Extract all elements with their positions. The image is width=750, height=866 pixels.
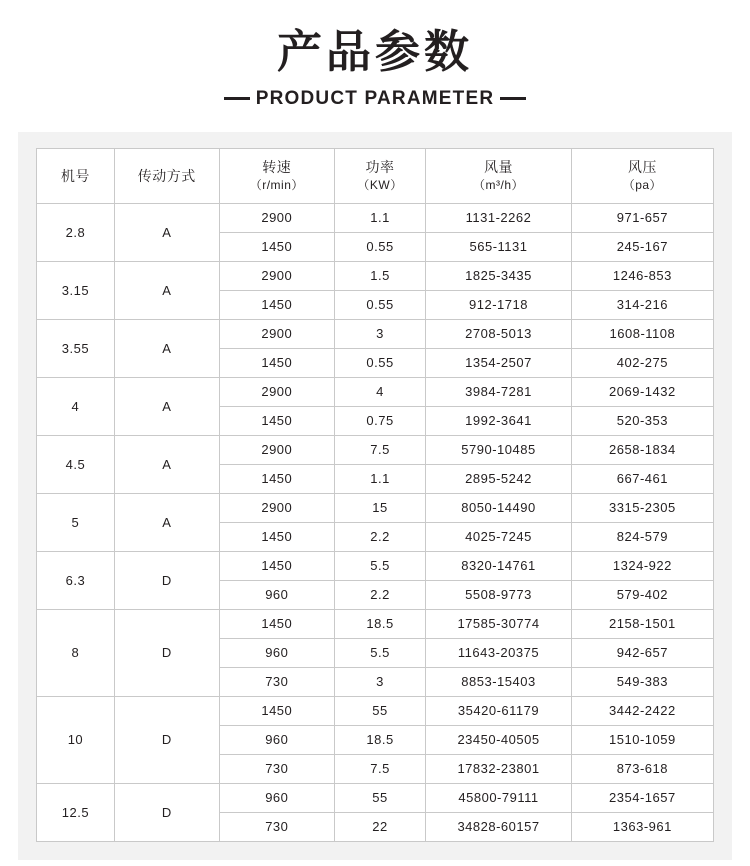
airflow-cell: 11643-20375	[426, 638, 572, 667]
airflow-cell: 8050-14490	[426, 493, 572, 522]
machine-number-cell: 10	[37, 696, 115, 783]
airflow-cell: 2895-5242	[426, 464, 572, 493]
drive-type-cell: A	[114, 493, 219, 551]
column-header-1	[37, 148, 115, 203]
airflow-cell: 8853-15403	[426, 667, 572, 696]
power-cell: 1.1	[334, 464, 425, 493]
machine-number-cell: 6.3	[37, 551, 115, 609]
pressure-cell: 314-216	[571, 290, 713, 319]
dash-right	[500, 97, 526, 100]
airflow-cell: 1131-2262	[426, 203, 572, 232]
column-header-6	[571, 148, 713, 203]
speed-cell: 1450	[219, 551, 334, 580]
power-cell: 0.55	[334, 232, 425, 261]
speed-cell: 960	[219, 638, 334, 667]
airflow-cell: 23450-40505	[426, 725, 572, 754]
power-cell: 55	[334, 783, 425, 812]
pressure-cell: 1363-961	[571, 812, 713, 841]
pressure-cell: 1510-1059	[571, 725, 713, 754]
drive-type-cell: A	[114, 203, 219, 261]
airflow-cell: 2708-5013	[426, 319, 572, 348]
pressure-cell: 2658-1834	[571, 435, 713, 464]
column-header-5	[426, 148, 572, 203]
speed-cell: 2900	[219, 435, 334, 464]
drive-type-cell: D	[114, 696, 219, 783]
power-cell: 55	[334, 696, 425, 725]
airflow-cell: 34828-60157	[426, 812, 572, 841]
pressure-cell: 971-657	[571, 203, 713, 232]
speed-cell: 1450	[219, 464, 334, 493]
column-header-2	[114, 148, 219, 203]
power-cell: 2.2	[334, 522, 425, 551]
table-row	[37, 609, 714, 638]
power-cell: 5.5	[334, 638, 425, 667]
power-cell: 18.5	[334, 725, 425, 754]
table-row	[37, 783, 714, 812]
power-cell: 4	[334, 377, 425, 406]
page-title: 产品参数	[276, 26, 473, 77]
power-cell: 15	[334, 493, 425, 522]
column-header-label: 风压	[627, 158, 657, 175]
power-cell: 3	[334, 319, 425, 348]
power-cell: 2.2	[334, 580, 425, 609]
speed-cell: 2900	[219, 203, 334, 232]
power-cell: 0.75	[334, 406, 425, 435]
airflow-cell: 1825-3435	[426, 261, 572, 290]
speed-cell: 1450	[219, 609, 334, 638]
airflow-cell: 3984-7281	[426, 377, 572, 406]
drive-type-cell: A	[114, 377, 219, 435]
table-row	[37, 551, 714, 580]
pressure-cell: 2069-1432	[571, 377, 713, 406]
speed-cell: 2900	[219, 261, 334, 290]
pressure-cell: 2158-1501	[571, 609, 713, 638]
machine-number-cell: 12.5	[37, 783, 115, 841]
page-subtitle: PRODUCT PARAMETER	[255, 87, 495, 109]
table-row	[37, 696, 714, 725]
column-header-label: 机号	[60, 167, 90, 184]
power-cell: 18.5	[334, 609, 425, 638]
parameter-table-container	[18, 132, 732, 860]
column-header-3	[219, 148, 334, 203]
airflow-cell: 912-1718	[426, 290, 572, 319]
pressure-cell: 402-275	[571, 348, 713, 377]
power-cell: 0.55	[334, 348, 425, 377]
machine-number-cell: 3.15	[37, 261, 115, 319]
table-header	[37, 148, 714, 203]
airflow-cell: 45800-79111	[426, 783, 572, 812]
pressure-cell: 1324-922	[571, 551, 713, 580]
pressure-cell: 3315-2305	[571, 493, 713, 522]
airflow-cell: 565-1131	[426, 232, 572, 261]
speed-cell: 1450	[219, 406, 334, 435]
pressure-cell: 667-461	[571, 464, 713, 493]
pressure-cell: 1246-853	[571, 261, 713, 290]
column-header-unit: （m³/h）	[473, 178, 525, 193]
speed-cell: 1450	[219, 232, 334, 261]
page-header	[0, 0, 750, 110]
power-cell: 7.5	[334, 435, 425, 464]
table-header-row	[37, 148, 714, 203]
table-body	[37, 203, 714, 841]
column-header-label: 转速	[262, 158, 292, 175]
column-header-label: 功率	[365, 158, 395, 175]
airflow-cell: 5790-10485	[426, 435, 572, 464]
power-cell: 0.55	[334, 290, 425, 319]
pressure-cell: 873-618	[571, 754, 713, 783]
machine-number-cell: 3.55	[37, 319, 115, 377]
speed-cell: 730	[219, 667, 334, 696]
airflow-cell: 17585-30774	[426, 609, 572, 638]
table-row	[37, 261, 714, 290]
airflow-cell: 8320-14761	[426, 551, 572, 580]
table-row	[37, 319, 714, 348]
column-header-label: 风量	[484, 158, 513, 175]
pressure-cell: 1608-1108	[571, 319, 713, 348]
page-subtitle-row	[0, 88, 750, 110]
column-header-label: 传动方式	[137, 167, 196, 184]
speed-cell: 2900	[219, 493, 334, 522]
drive-type-cell: D	[114, 609, 219, 696]
pressure-cell: 549-383	[571, 667, 713, 696]
column-header-4	[334, 148, 425, 203]
airflow-cell: 5508-9773	[426, 580, 572, 609]
drive-type-cell: A	[114, 261, 219, 319]
speed-cell: 960	[219, 783, 334, 812]
speed-cell: 2900	[219, 319, 334, 348]
speed-cell: 1450	[219, 696, 334, 725]
machine-number-cell: 5	[37, 493, 115, 551]
power-cell: 5.5	[334, 551, 425, 580]
column-header-unit: （r/min）	[249, 178, 304, 193]
airflow-cell: 4025-7245	[426, 522, 572, 551]
dash-left	[224, 97, 250, 100]
power-cell: 1.5	[334, 261, 425, 290]
machine-number-cell: 4.5	[37, 435, 115, 493]
table-row	[37, 203, 714, 232]
speed-cell: 2900	[219, 377, 334, 406]
speed-cell: 730	[219, 754, 334, 783]
speed-cell: 730	[219, 812, 334, 841]
pressure-cell: 245-167	[571, 232, 713, 261]
power-cell: 7.5	[334, 754, 425, 783]
pressure-cell: 942-657	[571, 638, 713, 667]
column-header-unit: （KW）	[357, 178, 403, 193]
pressure-cell: 824-579	[571, 522, 713, 551]
pressure-cell: 520-353	[571, 406, 713, 435]
table-row	[37, 435, 714, 464]
machine-number-cell: 4	[37, 377, 115, 435]
drive-type-cell: D	[114, 551, 219, 609]
parameter-table	[36, 148, 714, 842]
table-row	[37, 377, 714, 406]
pressure-cell: 579-402	[571, 580, 713, 609]
airflow-cell: 1354-2507	[426, 348, 572, 377]
power-cell: 22	[334, 812, 425, 841]
drive-type-cell: A	[114, 319, 219, 377]
speed-cell: 1450	[219, 290, 334, 319]
table-row	[37, 493, 714, 522]
power-cell: 3	[334, 667, 425, 696]
drive-type-cell: A	[114, 435, 219, 493]
machine-number-cell: 8	[37, 609, 115, 696]
airflow-cell: 35420-61179	[426, 696, 572, 725]
power-cell: 1.1	[334, 203, 425, 232]
machine-number-cell: 2.8	[37, 203, 115, 261]
drive-type-cell: D	[114, 783, 219, 841]
speed-cell: 1450	[219, 348, 334, 377]
pressure-cell: 2354-1657	[571, 783, 713, 812]
pressure-cell: 3442-2422	[571, 696, 713, 725]
speed-cell: 960	[219, 580, 334, 609]
airflow-cell: 17832-23801	[426, 754, 572, 783]
airflow-cell: 1992-3641	[426, 406, 572, 435]
column-header-unit: （pa）	[622, 178, 663, 193]
speed-cell: 1450	[219, 522, 334, 551]
speed-cell: 960	[219, 725, 334, 754]
